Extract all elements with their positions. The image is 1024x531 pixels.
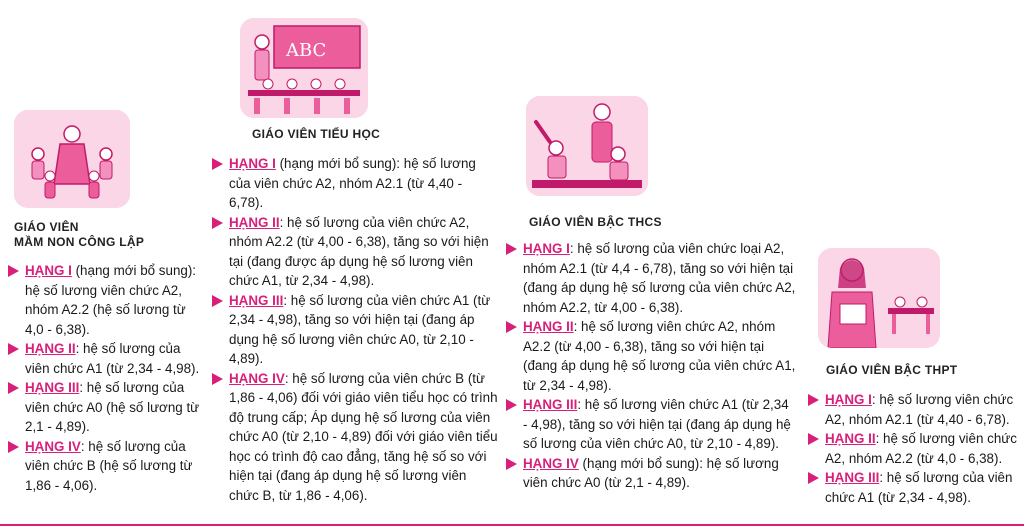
rank-description: : hệ số lương của viên chức A2, nhóm A2.2 (từ 4,00 - 6,38), tăng so với hiện tại (đang được áp dụng hệ số lương viên chức A1, từ 2,34 - 4,98). [229,214,489,288]
list-item [808,390,1022,429]
rank-label: HẠNG II [825,431,876,446]
rank-description: (hạng mới bổ sung): hệ số lương viên chức A2, nhóm A2.2 (hệ số lương từ 4,0 - 6,38). [25,263,197,337]
rank-label: HẠNG III [523,397,578,412]
pink-triangle-icon [506,399,517,411]
rank-label: HẠNG I [229,156,276,171]
preschool-title-line1: GIÁO VIÊN [14,220,79,234]
teacher-students-raising-hand-icon [526,96,648,196]
rank-description: : hệ số lương của viên chức A1 (từ 2,34 - 4,98), tăng so với hiện tại (đang áp dụng hệ số lương viên chức A0, từ 2,10 - 4,89). [229,292,491,366]
highschool-illustration [818,248,940,348]
list-item [212,213,498,291]
list-item [8,339,204,378]
preschool-title [14,220,144,250]
rank-description: : hệ số lương viên chức A2, nhóm A2.1 (từ 4,40 - 6,78). [825,392,1014,427]
list-item [8,437,204,496]
preschool-illustration [14,110,130,208]
pink-triangle-icon [212,158,223,170]
rank-description: : hệ số lương của viên chức B (hệ số lương từ 1,86 - 4,06). [25,438,193,493]
rank-description: : hệ số lương viên chức A1 (từ 2,34 - 4,98), tăng so với hiện tại (đang áp dụng hệ số lương của viên chức A0, từ 2,10 - 4,89). [523,397,791,451]
list-item [808,468,1022,507]
pink-triangle-icon [8,343,19,355]
preschool-title-line2: MẦM NON CÔNG LẬP [14,235,145,249]
pink-triangle-icon [808,472,819,484]
bottom-divider [0,524,1024,526]
primary-title-line1: GIÁO VIÊN TIỂU HỌC [252,127,381,141]
highschool-rank-list [808,390,1022,507]
rank-label: HẠNG II [229,214,280,230]
list-item [8,261,204,339]
blackboard-text: ABC [286,40,327,61]
pink-triangle-icon [506,243,517,255]
secondary-illustration [526,96,648,196]
pink-triangle-icon [212,373,223,385]
rank-description: (hạng mới bổ sung): hệ số lương của viên chức A2, nhóm A2.1 (từ 4,40 - 6,78). [229,156,476,210]
rank-label: HẠNG III [825,470,880,485]
rank-label: HẠNG I [523,241,570,256]
classroom-blackboard-icon [240,18,368,118]
list-item [506,454,796,493]
pink-triangle-icon [212,217,223,229]
rank-description: : hệ số lương của viên chức A0 (hệ số lương từ 2,1 - 4,89). [25,380,200,434]
rank-label: HẠNG III [25,380,80,395]
rank-description: : hệ số lương của viên chức B (từ 1,86 - 4,06) đối với giáo viên tiểu học có trình độ trung cấp; Áp dụng hệ số lương của viên chức A0 (từ 2,10 - 4,89) đối với giáo viên tiểu học có trình độ cao đẳng, tăng hệ số so với hiện tại (đang áp dụng hệ số lương viên chức B, từ 1,86 - 4,06). [229,370,498,503]
pink-triangle-icon [8,441,19,453]
highschool-title [826,363,957,378]
pink-triangle-icon [212,295,223,307]
secondary-title [529,215,662,230]
highschool-title-line1: GIÁO VIÊN BẬC THPT [826,363,958,377]
list-item [506,395,796,454]
pink-triangle-icon [8,382,19,394]
secondary-rank-list [506,239,796,493]
pink-triangle-icon [506,458,517,470]
rank-description: : hệ số lương của viên chức A1 (từ 2,34 - 4,98). [25,341,200,376]
preschool-rank-list [8,261,204,495]
list-item [506,239,796,317]
rank-description: : hệ số lương viên chức A2, nhóm A2.2 (từ 4,0 - 6,38). [825,431,1017,466]
pink-triangle-icon [808,394,819,406]
list-item [506,317,796,395]
rank-label: HẠNG II [523,319,574,334]
list-item [212,369,498,506]
secondary-title-line1: GIÁO VIÊN BẬC THCS [529,215,662,229]
pink-triangle-icon [808,433,819,445]
list-item [808,429,1022,468]
teacher-holding-book-icon [818,248,940,348]
rank-description: : hệ số lương của viên chức loại A2, nhóm A2.1 (từ 4,4 - 6,78), tăng so với hiện tại (đang áp dụng hệ số lương của viên chức A2, nhóm A2.2, từ 4,00 - 6,38). [523,241,796,315]
rank-description: (hạng mới bổ sung): hệ số lương viên chức A0 (từ 2,1 - 4,89). [523,455,779,490]
pink-triangle-icon [506,321,517,333]
list-item [212,291,498,369]
rank-label: HẠNG I [25,263,72,278]
rank-label: HẠNG IV [523,455,579,471]
rank-label: HẠNG III [229,292,284,308]
rank-label: HẠNG IV [229,370,285,386]
rank-label: HẠNG IV [25,438,81,454]
pink-triangle-icon [8,265,19,277]
list-item [212,154,498,213]
list-item [8,378,204,437]
teacher-with-children-icon [14,110,130,208]
rank-description: : hệ số lương của viên chức A1 (từ 2,34 - 4,98). [825,470,1013,505]
rank-label: HẠNG II [25,341,76,356]
primary-rank-list [212,154,498,505]
primary-title [252,127,380,142]
rank-description: : hệ số lương viên chức A2, nhóm A2.2 (từ 4,00 - 6,38), tăng so với hiện tại (đang áp dụng hệ số lương của viên chức A1, từ 2,34 - 4,98). [523,319,796,393]
primary-illustration [240,18,368,118]
rank-label: HẠNG I [825,392,872,407]
